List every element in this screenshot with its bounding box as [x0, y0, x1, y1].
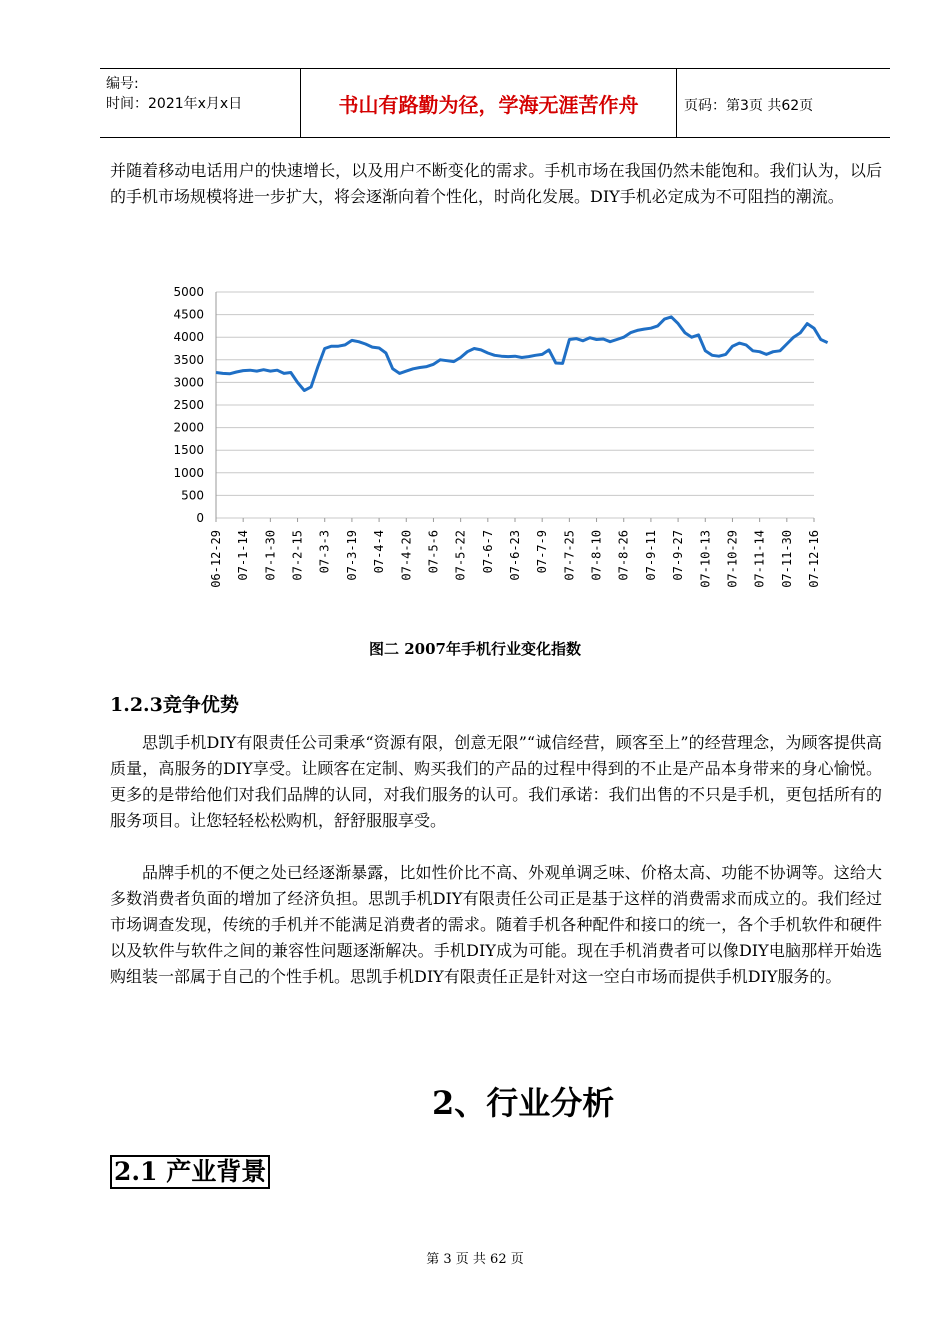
chapter-heading: 2、行业分析	[432, 1084, 615, 1122]
x-tick-label: 07-10-13	[698, 530, 713, 588]
y-tick-label: 0	[196, 511, 204, 525]
industry-index-chart	[150, 282, 830, 612]
x-tick-label: 07-11-14	[752, 530, 767, 588]
x-tick-label: 07-8-10	[589, 530, 604, 581]
y-tick-label: 1000	[173, 465, 204, 480]
x-tick-label: 07-1-14	[236, 530, 251, 581]
header-page-info: 页码：第3页 共62页	[684, 98, 814, 114]
page-header	[100, 68, 890, 138]
x-tick-label: 07-5-22	[453, 530, 468, 581]
page-footer: 第 3 页 共 62 页	[426, 1252, 524, 1267]
x-tick-label: 07-9-11	[643, 530, 658, 581]
x-tick-label: 07-5-6	[426, 530, 441, 574]
x-tick-label: 07-2-15	[290, 530, 305, 581]
x-tick-label: 07-7-9	[535, 530, 550, 574]
y-tick-label: 2500	[173, 398, 204, 412]
x-tick-label: 07-6-7	[480, 530, 495, 574]
y-tick-label: 2000	[173, 420, 204, 435]
y-tick-label: 3000	[173, 375, 204, 390]
subsection-heading: 2.1 产业背景	[110, 1155, 270, 1189]
y-tick-label: 5000	[173, 285, 204, 299]
y-tick-label: 4000	[173, 330, 204, 345]
x-tick-label: 07-6-23	[508, 530, 522, 581]
x-tick-label: 07-4-20	[399, 530, 414, 581]
x-tick-label: 06-12-29	[209, 530, 223, 588]
x-tick-label: 07-4-4	[372, 530, 387, 574]
x-tick-label: 07-3-3	[317, 530, 332, 574]
x-tick-label: 07-10-29	[725, 530, 740, 588]
x-tick-label: 07-1-30	[263, 530, 278, 581]
header-motto: 书山有路勤为径，学海无涯苦作舟	[338, 93, 639, 117]
x-tick-label: 07-12-16	[807, 530, 821, 588]
intro-paragraph: 并随着移动电话用户的快速增长，以及用户不断变化的需求。手机市场在我国仍然未能饱和。我们认为，以后的手机市场规模将进一步扩大，将会逐渐向着个性化，时尚化发展。DIY手机必定成为不可阻挡的潮流。	[110, 161, 882, 206]
y-tick-label: 1500	[173, 443, 204, 458]
paragraph-brand-drawbacks: 品牌手机的不便之处已经逐渐暴露，比如性价比不高、外观单调乏味、价格太高、功能不协调等。这给大多数消费者负面的增加了经济负担。思凯手机DIY有限责任公司正是基于这样的消费需求而成立的。我们经过市场调查发现，传统的手机并不能满足消费者的需求。随着手机各种配件和接口的统一，各个手机软件和硬件以及软件与软件之间的兼容性问题逐渐解决。手机DIY成为可能。现在手机消费者可以像DIY电脑那样开始选购组装一部属于自己的个性手机。思凯手机DIY有限责任正是针对这一空白市场而提供手机DIY服务的。	[110, 863, 882, 986]
serial-label: 编号:	[106, 76, 139, 92]
x-tick-label: 07-11-30	[779, 530, 794, 588]
header-page-cell	[676, 69, 890, 137]
x-tick-label: 07-8-26	[616, 530, 631, 581]
header-motto-cell	[300, 69, 677, 137]
time-label: 时间：2021年x月x日	[106, 96, 243, 112]
header-meta	[100, 69, 300, 137]
y-tick-label: 500	[181, 488, 204, 503]
x-tick-label: 07-9-27	[671, 530, 686, 581]
figure-caption: 图二 2007年手机行业变化指数	[369, 640, 581, 658]
y-tick-label: 3500	[173, 352, 204, 367]
paragraph-competitive-advantage: 思凯手机DIY有限责任公司秉承“资源有限，创意无限”“诚信经营，顾客至上”的经营理念，为顾客提供高质量，高服务的DIY享受。让顾客在定制、购买我们的产品的过程中得到的不止是产品本身带来的身心愉悦。更多的是带给他们对我们品牌的认同，对我们服务的认可。我们承诺：我们出售的不只是手机，更包括所有的服务项目。让您轻轻松松购机，舒舒服服享受。	[110, 733, 882, 830]
x-tick-label: 07-7-25	[562, 530, 577, 581]
y-tick-label: 4500	[173, 307, 204, 322]
section-heading: 1.2.3竞争优势	[110, 694, 239, 716]
x-tick-label: 07-3-19	[344, 530, 359, 581]
